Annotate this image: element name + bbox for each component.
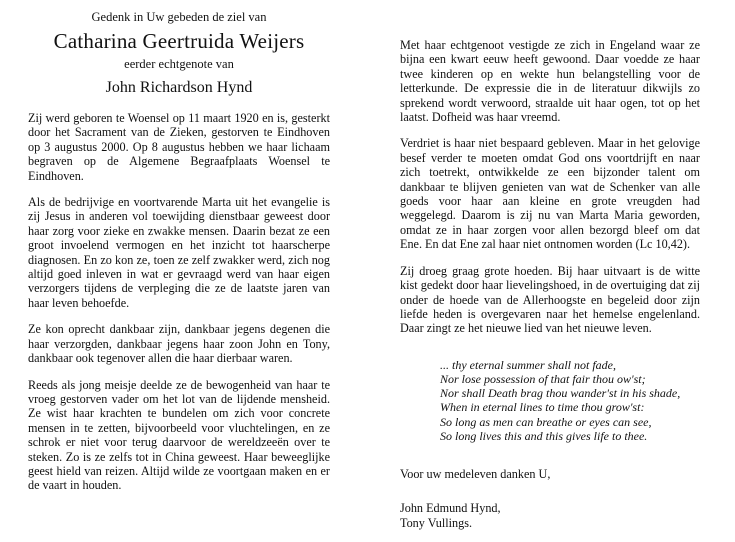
left-column [28, 0, 330, 493]
deceased-name: Catharina Geertruida Weijers [53, 29, 305, 53]
heading [28, 10, 330, 97]
paragraph-marta: Als de bedrijvige en voortvarende Marta uit het evangelie is zij Jesus in anderen vol toewijding dienstbaar geweest door haar zorg voor zieke en zwakke mensen. Daarin bezat ze een groot invoelend vermogen en het inzicht tot haarscherpe diagnosen. En zo kon ze, toen ze zelf zwakker werd, zich nog altijd goed inleven in wat er gevraagd werd van haar eigen verzorgers tijdens de verpleging die ze de laatste jaren van haar leven behoefde. [28, 195, 330, 310]
poem [440, 358, 700, 443]
paragraph-sorrow: Verdriet is haar niet bespaard gebleven. Maar in het gelovige besef verder te moeten omdat God ons voortdrijft en naar zich toetrekt, ontwikkelde ze een bijzonder talent om dankbaar te blijven genieten van wat de Schenker van alle goeds voor haar aan kleine en grote vreugden had weggelegd. Daarom is zij nu van Marta Maria geworden, omdat ze in haar zorgen voor allen bezorgd bleef om dat Ene. En dat Ene zal haar niet ontnomen worden (Lc 10,42). [400, 136, 700, 252]
paragraph-hats: Zij droeg graag grote hoeden. Bij haar uitvaart is de witte kist gedekt door haar lievelingshoed, in de overtuiging dat zij onder de hoede van de Allerhoogste en begeleid door zijn liefde heden is overgevaren naar het hemelse engelenland. Daar zingt ze het nieuwe lied van het nieuwe leven. [400, 263, 700, 336]
paragraph-birth-death: Zij werd geboren te Woensel op 11 maart 1920 en is, gesterkt door het Sacrament van de Zieken, gestorven te Eindhoven op 3 augustus 2000. Op 8 augustus hebben we haar lichaam begraven op de Algemene Begraafplaats Woensel te Eindhoven. [28, 111, 330, 183]
paragraph-youth: Reeds als jong meisje deelde ze de bewogenheid van haar te vroeg gestorven vader om het lot van de lijdende mensheid. Ze wist haar krachten te bundelen om zich voor concrete mensen in te zetten, bijvoorbeeld voor vluchtelingen, en ze schrok er niet voor terug daarvoor de wereldzeeën over te steken. Zo is ze zelfs tot in China geweest. Haar beweeglijke geest hield van reizen. Altijd wilde ze voortgaan maken en er de vaart in houden. [28, 377, 330, 493]
signature-tony: Tony Vullings. [400, 515, 472, 530]
poem-line: Nor lose possession of that fair thou ow'st; [440, 371, 646, 386]
spouse-label: eerder echtgenote van [124, 57, 234, 71]
intro-line: Gedenk in Uw gebeden de ziel van [91, 10, 267, 24]
paragraph-gratitude: Ze kon oprecht dankbaar zijn, dankbaar jegens degenen die haar verzorgden, dankbaar jegens haar zoon John en Tony, dankbaar ook tegenover allen die haar dierbaar waren. [28, 322, 330, 366]
poem-line: So long as men can breathe or eyes can see, [440, 414, 652, 429]
thanks-line: Voor uw medeleven danken U, [400, 466, 551, 481]
poem-line: When in eternal lines to time thou grow'st: [440, 400, 645, 415]
signature-john: John Edmund Hynd, [400, 501, 501, 516]
signatures [400, 501, 700, 530]
poem-line: So long lives this and this gives life to thee. [440, 428, 648, 443]
paragraph-england: Met haar echtgenoot vestigde ze zich in Engeland waar ze bijna een kwart eeuw heeft gewoond. Daar voedde ze haar twee kinderen op en wekte hun belangstelling voor de letterkunde. De expressie die in de literatuur dikwijls zo sprekend wordt verwoord, straalde uit haar ogen, tot op het laatst. Dofheid was haar vreemd. [400, 38, 700, 125]
spouse-name: John Richardson Hynd [105, 79, 253, 96]
right-column [400, 0, 700, 530]
poem-line: Nor shall Death brag thou wander'st in his shade, [440, 386, 681, 401]
poem-line: ... thy eternal summer shall not fade, [440, 357, 616, 372]
